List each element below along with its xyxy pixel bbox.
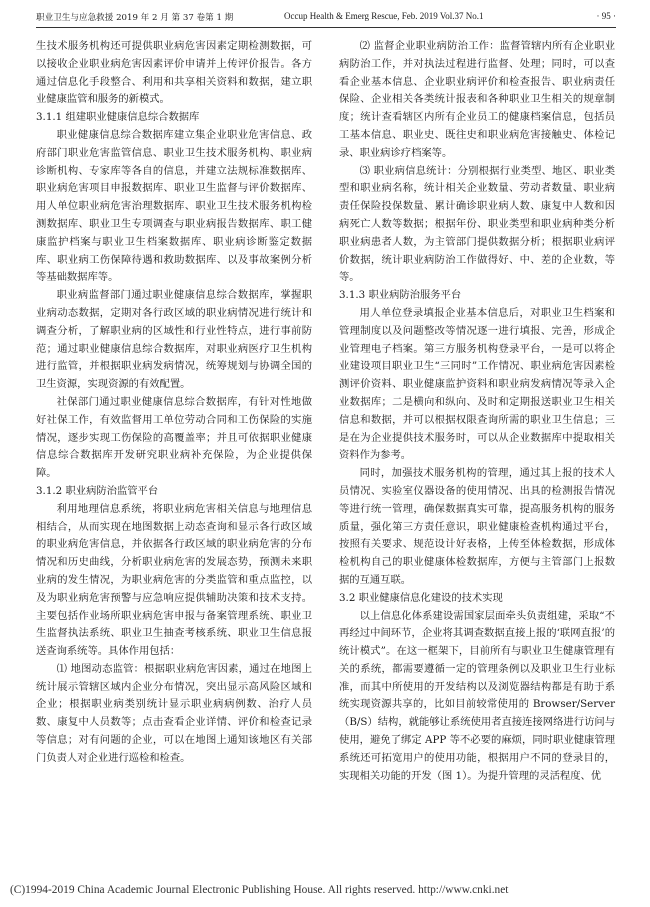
section-3-1-2-heading: 3.1.2 职业病防治监管平台: [36, 484, 159, 497]
section-3-1-2-paragraph-1: 利用地理信息系统，将职业病危害相关信息与地理信息相结合，从而实现在地图数据上动态查询和显示各行政区域的职业病危害信息，并依据各行政区域的职业病危害的分布情况和历史曲线，分析职业病危害的发展态势，预测未来职业病的发生情况，为职业病危害的分类监管和重点监控，以及为职业病危害预警与应急响应提供辅助决策和技术支持。主要包括作业场所职业病危害申报与备案管理系统、职业卫生监督执法系统、职业卫生抽查考核系统、职业卫生信息报送查询系统等。具体作用包括：: [36, 502, 312, 658]
section-3-2-heading: 3.2 职业健康信息化建设的技术实现: [339, 591, 503, 604]
section-3-2-paragraph-1: 以上信息化体系建设需国家层面牵头负责组建，采取“不再经过中间环节，企业将其调查数据直接上报的‘联网直报’的统计模式”。在这一框架下，目前所有与职业卫生健康管理有关的系统，都需要遵循一定的管理条例以及职业卫生行业标准，而其中所使用的开发结构以及浏览器结构都是有助于系统实现资源共享的，比如目前较常使用的 Browser/Server（B/S）结构，就能够让系统使用者直接连接网络进行访问与使用，避免了绑定 APP 等不必要的麻烦，同时职业健康管理系统还可拓宽用户的使用功能，根据用户不同的登录目的，实现相关功能的开发（图 1）。为提升管理的灵活程度、优: [339, 609, 615, 782]
section-3-1-1-paragraph-2: 职业病监督部门通过职业健康信息综合数据库，掌握职业病动态数据，定期对各行政区域的职业病情况进行统计和调查分析，了解职业病的区域性和行业性特点，进行事前防范；通过职业健康信息综合数据库，对职业病医疗卫生机构进行监管，并根据职业病发病情况，统筹规划与协调全国的卫生资源，实现资源的有效配置。: [36, 289, 312, 391]
section-3-1-1-paragraph-3: 社保部门通过职业健康信息综合数据库，有针对性地做好社保工作，有效监督用工单位劳动合同和工伤保险的实施情况，逐步实现工伤保险的高覆盖率；并且可依据职业健康信息综合数据库开发研究职业病补充保险，为企业提供保障。: [36, 395, 312, 480]
list-item-1: ⑴ 地图动态监管：根据职业病危害因素，通过在地图上统计展示管辖区域内企业分布情况，突出显示高风险区域和企业；根据职业病类别统计显示职业病病例数、治疗人员数、康复中人员数等；点击查看企业详情、评价和检查记录等信息；对有问题的企业，可以在地图上通知该地区有关部门负责人对企业进行巡检和检查。: [36, 662, 312, 764]
header-rule: [36, 27, 616, 28]
right-column: [339, 38, 615, 785]
section-3-1-1-paragraph-1: 职业健康信息综合数据库建立集企业职业危害信息、政府部门职业危害监管信息、职业卫生技术服务机构、职业病诊断机构、专家库等各自的信息，并建立法规标准数据库、职业病危害项目申报数据库、职业卫生监督与评价数据库、用人单位职业病危害治理数据库、职业卫生技术服务机构检测数据库、职业卫生专项调查与职业病报告数据库、职工健康监护档案与职业卫生档案数据库、职业病诊断鉴定数据库、职业病工伤保障待遇和救助数据库、以及事故案例分析等基础数据库等。: [36, 128, 312, 284]
intro-paragraph: 生技术服务机构还可提供职业病危害因素定期检测数据，可以接收企业职业病危害因素评价申请并上传评价报告。各方通过信息化手段整合、利用和共享相关资料和数据，建立职业健康监管和服务的新模式。: [36, 40, 312, 106]
section-3-1-3-paragraph-1: 用人单位登录填报企业基本信息后，对职业卫生档案和管理制度以及问题整改等情况逐一进行填报、完善，形成企业管理电子档案。第三方服务机构登录平台，一是可以将企业建设项目职业卫生“三同时”工作情况、职业病危害因素检测评价资料、职业健康监护资料和职业病发病情况等录入企业数据库；二是横向和纵向、及时和定期报送职业卫生相关信息和数据，并可以根据权限查询所需的职业卫生信息；三是在为企业提供技术服务时，可以从企业数据库中提取相关资料作为参考。: [339, 306, 615, 462]
journal-title-cn: 职业卫生与应急救援 2019 年 2 月 第 37 卷第 1 期: [36, 13, 234, 23]
journal-title-en: Occup Health & Emerg Rescue, Feb. 2019 Vol.37 No.1: [284, 11, 484, 21]
running-header: [36, 11, 616, 27]
section-3-1-3-paragraph-2: 同时，加强技术服务机构的管理，通过其上报的技术人员情况、实验室仪器设备的使用情况、出具的检测报告情况等进行统一管理，确保数据真实可靠，提高服务机构的服务质量，强化第三方责任意识，职业健康检查机构通过平台，按照有关要求、规范设计好表格，上传至体检数据，形成体检机构自己的职业健康体检数据库，方便与主管部门上报数据的互通互联。: [339, 467, 615, 586]
section-3-1-1-heading: 3.1.1 组建职业健康信息综合数据库: [36, 111, 200, 124]
left-column: [36, 38, 312, 768]
page-number: · 95 ·: [596, 11, 616, 21]
list-item-2: ⑵ 监督企业职业病防治工作：监督管辖内所有企业职业病防治工作，并对执法过程进行监督、处理；同时，可以查看企业基本信息、企业职业病评价和检查报告、职业病责任保险、企业相关各类统计报表和各种职业卫生相关的规章制度；统计查看辖区内所有企业员工的健康档案信息，包括员工基本信息、职业史、既往史和职业病危害接触史、体检记录、职业病诊疗档案等。: [339, 40, 615, 159]
list-item-3: ⑶ 职业病信息统计：分别根据行业类型、地区、职业类型和职业病名称，统计相关企业数量、劳动者数量、职业病责任保险投保数量、累计确诊职业病人数、康复中人数和因病死亡人数等数据；根据年份、职业类型和职业病种类分析职业病患者人数，为主管部门提供数据分析；根据职业病评价数据，统计职业病防治工作做得好、中、差的企业数，等等。: [339, 164, 615, 284]
copyright-footer: (C)1994-2019 China Academic Journal Electronic Publishing House. All rights reserved. http://www.cnki.net: [10, 884, 509, 896]
section-3-1-3-heading: 3.1.3 职业病防治服务平台: [339, 289, 462, 302]
